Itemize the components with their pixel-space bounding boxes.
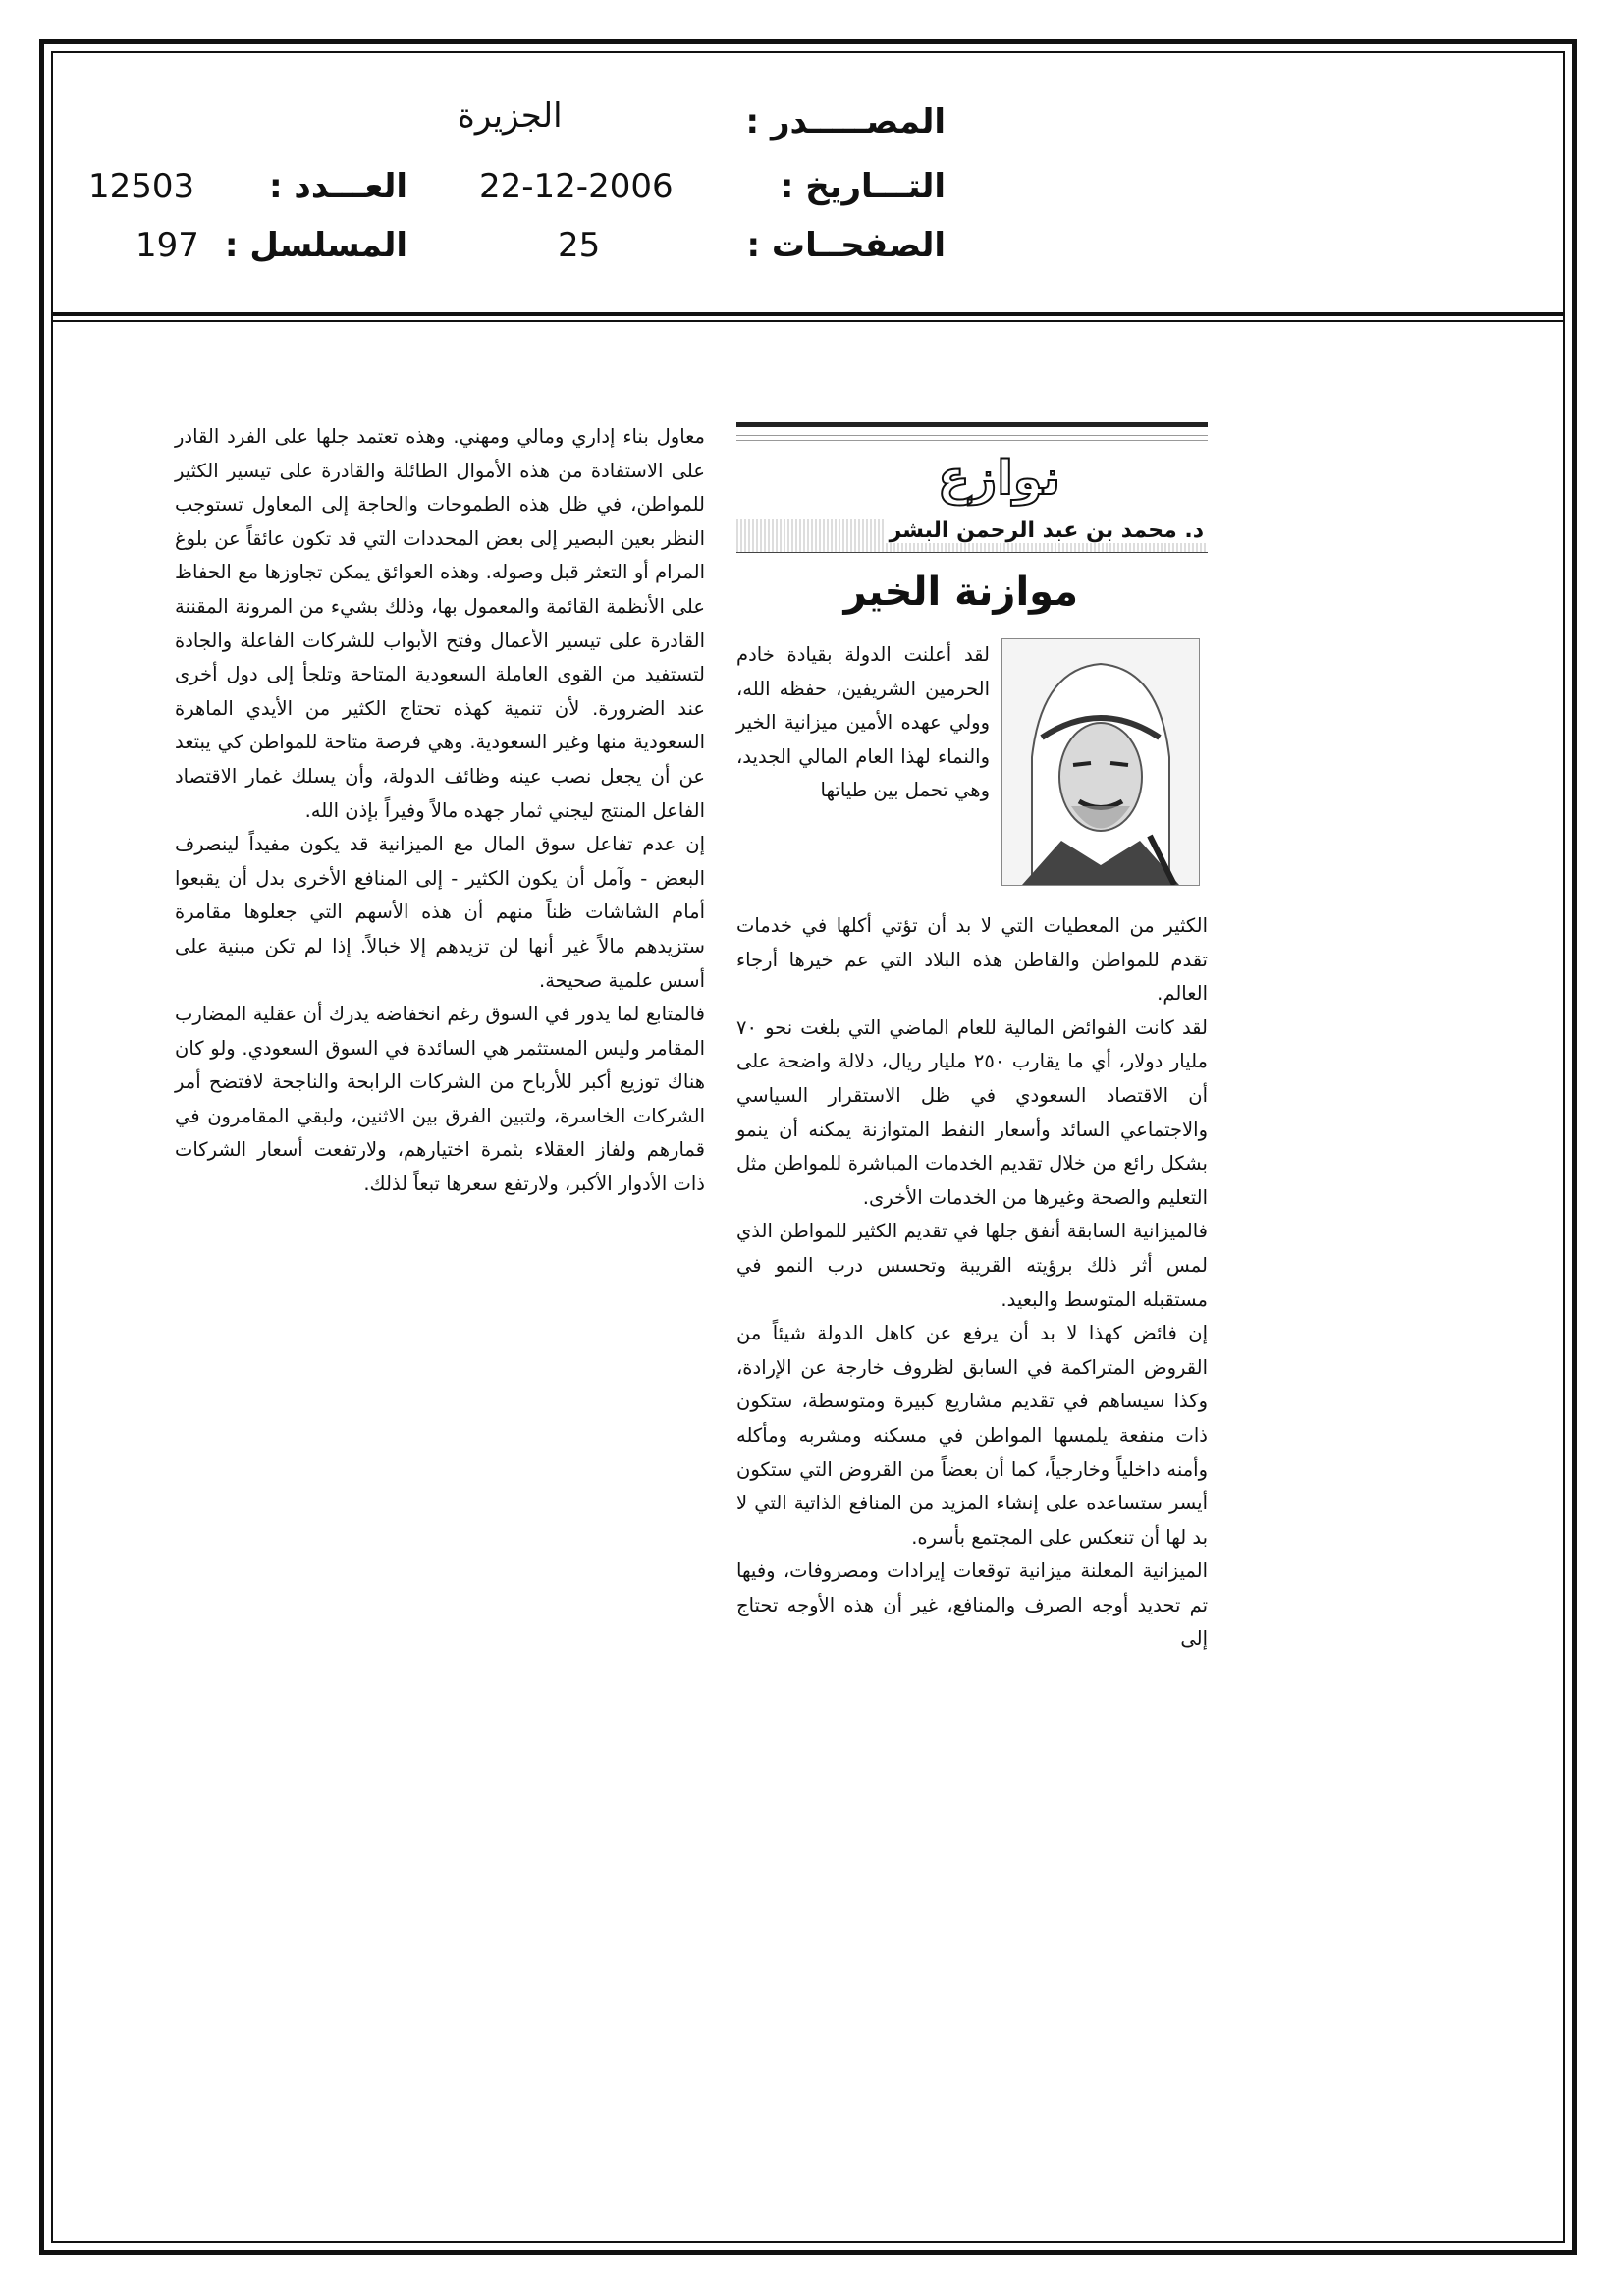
- paragraph: إن فائض كهذا لا بد أن يرفع عن كاهل الدولة شيئاً من القروض المتراكمة في السابق لظروف خارجة عن الإرادة، وكذا سيساهم في تقديم مشاريع كبيرة ومتوسطة، ستكون ذات منفعة يلمسها المواطن في مسكنه ومشربه ومأكله وأمنه داخلياً وخارجياً، كما أن بعضاً من القروض التي ستكون أيسر ستساعده على إنشاء المزيد من المنافع الذاتية التي لا بد لها أن تنعكس على المجتمع بأسره.: [736, 1322, 1208, 1549]
- pages-value: 25: [558, 226, 601, 265]
- date-value: 22-12-2006: [479, 167, 674, 206]
- paragraph: إن عدم تفاعل سوق المال مع الميزانية قد يكون مفيداً لينصرف البعض - وآمل أن يكون الكثير - إلى المنافع الأخرى بدل أن يقبعوا أمام الشاشات ظناً منهم أن هذه الأسهم التي جعلوها مقامرة ستزيدهم مالاً غير أنها لن تزيدهم إلا خبالاً. إذا لم تكن مبنية على أسس علمية صحيحة.: [175, 833, 705, 992]
- author-portrait-icon: [1002, 639, 1199, 885]
- issue-value: 12503: [88, 167, 195, 206]
- article-title: موازنة الخير: [843, 570, 1078, 615]
- paragraph: فالمتابع لما يدور في السوق رغم انخفاضه يدرك أن عقلية المضارب المقامر وليس المستثمر هي السائدة في السوق السعودي. ولو كان هناك توزيع أكبر للأرباح من الشركات الرابحة والناجحة لافتضح أمر الشركات الخاسرة، ولتبين الفرق بين الاثنين، ولبقي المقامرون في قمارهم ولفاز العقلاء بثمرة اختيارهم، ولارتفعت أسعار الشركات ذات الأدوار الأكبر، ولارتفع سعرها تبعاً لذلك.: [175, 1003, 705, 1196]
- paragraph: الميزانية المعلنة ميزانية توقعات إيرادات ومصروفات، وفيها تم تحديد أوجه الصرف والمنافع، غير أن هذه الأوجه تحتاج إلى: [736, 1559, 1208, 1651]
- header-divider: [51, 312, 1565, 322]
- pages-label: الصفحــات :: [746, 226, 946, 265]
- paragraph: معاول بناء إداري ومالي ومهني. وهذه تعتمد جلها على الفرد القادر على الاستفادة من هذه الأموال الطائلة والقادرة على تيسير الكثير للمواطن، في ظل هذه الطموحات والحاجة إلى المعاول تستوجب النظر بعين البصير إلى بعض المحددات التي قد تكون عائقاً عن بلوغ المرام أو التعثر قبل وصوله. وهذه العوائق يمكن تجاوزها مع الحفاظ على الأنظمة القائمة والمعمول بها، وذلك بشيء من المرونة المقننة القادرة على تيسير الأعمال وفتح الأبواب للشركات الفاعلة والجادة لتستفيد من القوى العاملة السعودية المتاحة وتلجأ إلى دول أخرى عند الضرورة. لأن تنمية كهذه تحتاج الكثير من الأيدي الماهرة السعودية منها وغير السعودية. وهي فرصة متاحة للمواطن كي يبتعد عن أن يجعل نصب عينه وظائف الدولة، وأن يسلك غمار الاقتصاد الفاعل المنتج ليجني ثمار جهده مالاً وفيراً بإذن الله.: [175, 425, 705, 822]
- serial-value: 197: [135, 226, 199, 265]
- paragraph: فالميزانية السابقة أنفق جلها في تقديم الكثير للمواطن الذي لمس أثر ذلك برؤيته القريبة وتحسس درب النمو في مستقبله المتوسط والبعيد.: [736, 1220, 1208, 1311]
- article-intro: [736, 638, 990, 808]
- author-byline: د. محمد بن عبد الرحمن البشر: [886, 519, 1208, 543]
- serial-label: المسلسل :: [224, 226, 407, 265]
- paragraph: الكثير من المعطيات التي لا بد أن تؤتي أكلها في خدمات تقدم للمواطن والقاطن هذه البلاد التي عم خيرها أرجاء العالم.: [736, 914, 1208, 1006]
- issue-label: العـــدد :: [269, 167, 407, 206]
- article-left-column: [175, 420, 705, 1202]
- source-label: المصـــــدر :: [745, 102, 946, 141]
- paragraph: لقد كانت الفوائض المالية للعام الماضي التي بلغت نحو ٧٠ مليار دولار، أي ما يقارب ٢٥٠ مليار ريال، دلالة واضحة على أن الاقتصاد السعودي في ظل الاستقرار السياسي والاجتماعي السائد وأسعار النفط المتوازنة يمكنه أن ينمو بشكل رائع من خلال تقديم الخدمات المباشرة للمواطن مثل التعليم والصحة وغيرها من الخدمات الأخرى.: [736, 1015, 1208, 1209]
- source-value: الجزيرة: [458, 96, 563, 136]
- author-photo: [1001, 638, 1200, 886]
- byline-bar: [736, 519, 1208, 553]
- masthead-rule: [736, 435, 1208, 441]
- column-name: نوازع: [938, 451, 1060, 506]
- intro-paragraph: لقد أعلنت الدولة بقيادة خادم الحرمين الشريفين، حفظه الله، وولي عهده الأمين ميزانية الخير والنماء لهذا العام المالي الجديد، وهي تحمل بين طياتها: [736, 643, 990, 802]
- article-right-column: [736, 909, 1208, 1657]
- date-label: التـــاريخ :: [780, 167, 946, 206]
